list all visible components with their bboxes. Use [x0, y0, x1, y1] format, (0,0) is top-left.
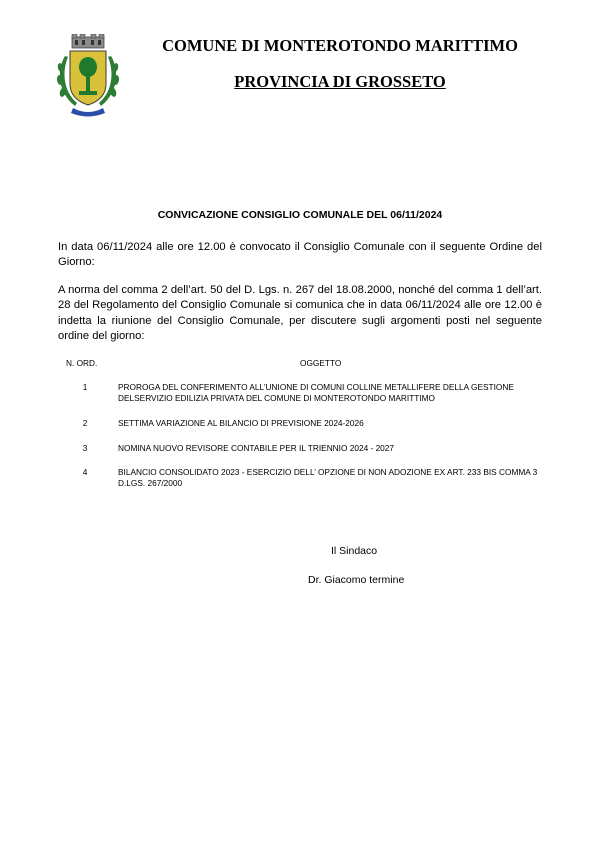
agenda-item-number: 2 [82, 418, 88, 428]
document-heading: CONVICAZIONE CONSIGLIO COMUNALE DEL 06/11/2024 [157, 209, 443, 221]
agenda-item-text: BILANCIO CONSOLIDATO 2023 - ESERCIZIO DELL’ OPZIONE DI NON ADOZIONE EX ART. 233 BIS COMMA 3 D.LGS. 267/2000 [118, 467, 538, 488]
agenda-item-text: NOMINA NUOVO REVISORE CONTABILE PER IL TRIENNIO 2024 - 2027 [118, 443, 395, 453]
agenda-item-text: SETTIMA VARIAZIONE AL BILANCIO DI PREVISIONE 2024-2026 [118, 418, 364, 428]
column-header-subject: OGGETTO [300, 358, 342, 368]
province-title: PROVINCIA DI GROSSETO [234, 72, 446, 91]
signature-name: Dr. Giacomo termine [308, 574, 405, 586]
municipality-title: COMUNE DI MONTEROTONDO MARITTIMO [162, 36, 518, 55]
ribbon-icon [71, 108, 105, 117]
agenda-item-text: PROROGA DEL CONFERIMENTO ALL’UNIONE DI COMUNI COLLINE METALLIFERE DELLA GESTIONE DELSERVIZIO EDILIZIA PRIVATA DEL COMUNE DI MONTEROTONDO MARITTIMO [118, 382, 514, 403]
column-header-number: N. ORD. [66, 358, 98, 368]
body-paragraph: A norma del comma 2 dell’art. 50 del D. Lgs. n. 267 del 18.08.2000, nonché del comma 1 dell’art. 28 del Regolamento del Consiglio Comunale si comunica che in data 06/11/2024 alle ore 12.00 è indetta la riunione del Consiglio Comunale, per discutere sugli argomenti posti nel seguente ordine del giorno: [58, 284, 542, 343]
agenda-item-number: 1 [82, 382, 88, 392]
signature-role: Il Sindaco [331, 545, 378, 557]
crown-icon [72, 34, 104, 48]
intro-paragraph: In data 06/11/2024 alle ore 12.00 è convocato il Consiglio Comunale con il seguente Ordine del Giorno: [58, 241, 542, 269]
agenda-item-number: 3 [82, 443, 88, 453]
coat-of-arms-icon [55, 34, 121, 120]
agenda-item-number: 4 [82, 467, 88, 477]
